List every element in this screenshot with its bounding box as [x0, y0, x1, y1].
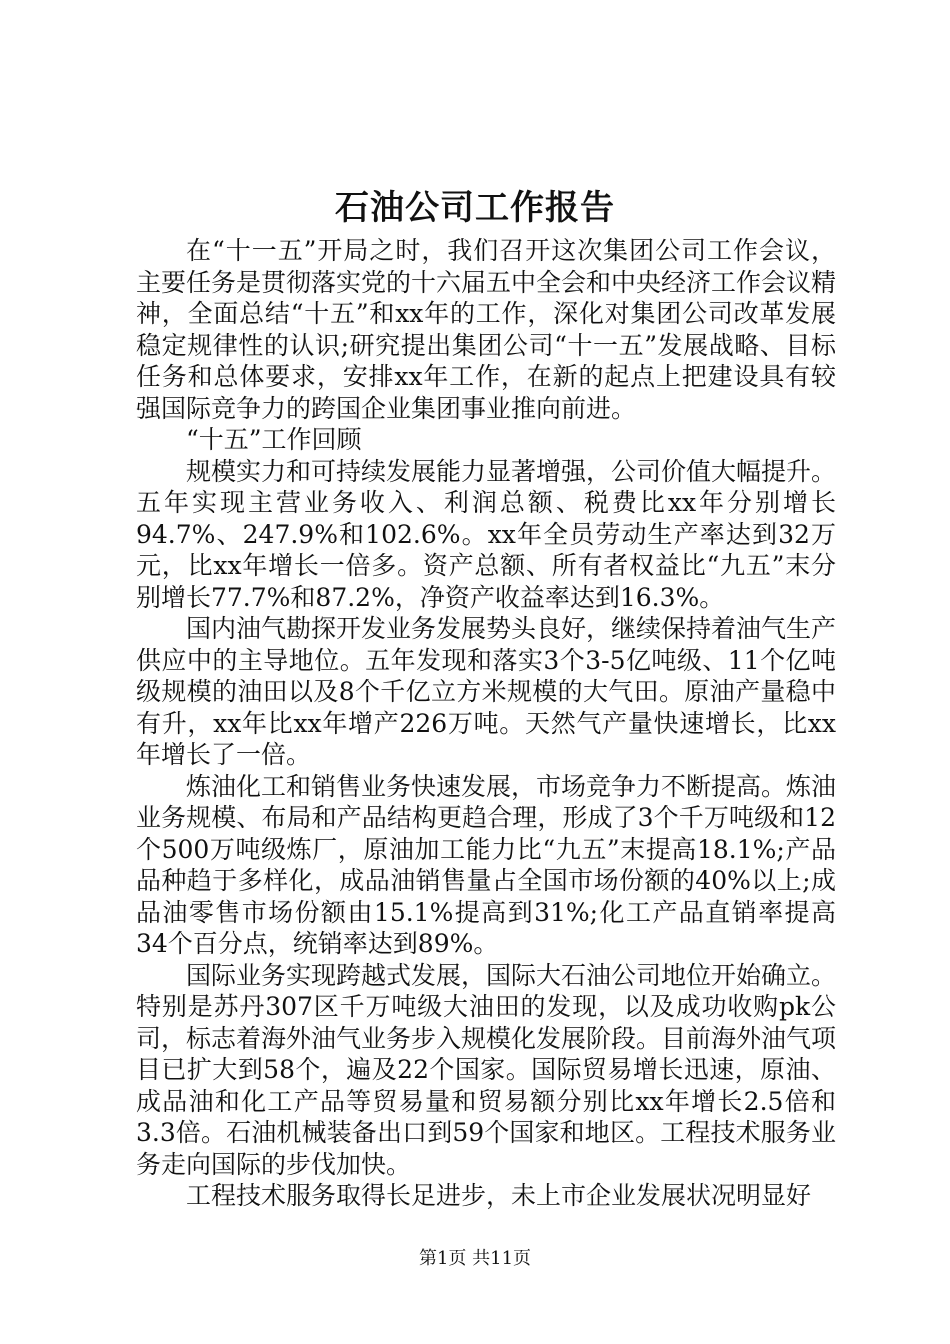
document-title: 石油公司工作报告 [335, 188, 615, 228]
paragraph-engineering: 工程技术服务取得长足进步，未上市企业发展状况明显好 [186, 1181, 812, 1210]
paragraph-intro: 在“十一五”开局之时，我们召开这次集团公司工作会议，主要任务是贯彻落实党的十六届五中全会和中央经济工作会议精神，全面总结“十五”和xx年的工作，深化对集团公司改革发展稳定规律性的认识;研究提出集团公司“十一五”发展战略、目标任务和总体要求，安排xx年工作，在新的起点上把建设具有较强国际竞争力的跨国企业集团事业推向前进。 [136, 236, 837, 423]
paragraph-domestic: 国内油气勘探开发业务发展势头良好，继续保持着油气生产供应中的主导地位。五年发现和落实3个3-5亿吨级、11个亿吨级规模的油田以及8个千亿立方米规模的大气田。原油产量稳中有升，xx年比xx年增产226万吨。天然气产量快速增长，比xx年增长了一倍。 [136, 614, 837, 769]
paragraph-international: 国际业务实现跨越式发展，国际大石油公司地位开始确立。特别是苏丹307区千万吨级大油田的发现，以及成功收购pk公司，标志着海外油气业务步入规模化发展阶段。目前海外油气项目已扩大到58个，遍及22个国家。国际贸易增长迅速，原油、成品油和化工产品等贸易量和贸易额分别比xx年增长2.5倍和3.3倍。石油机械装备出口到59个国家和地区。工程技术服务业务走向国际的步伐加快。 [136, 960, 837, 1179]
paragraph-scale: 规模实力和可持续发展能力显著增强，公司价值大幅提升。五年实现主营业务收入、利润总额、税费比xx年分别增长94.7%、247.9%和102.6%。xx年全员劳动生产率达到32万元，比xx年增长一倍多。资产总额、所有者权益比“九五”末分别增长77.7%和87.2%，净资产收益率达到16.3%。 [136, 456, 837, 612]
document-body [136, 235, 836, 1212]
section-heading: “十五”工作回顾 [186, 425, 362, 454]
paragraph-refining: 炼油化工和销售业务快速发展，市场竞争力不断提高。炼油业务规模、布局和产品结构更趋合理，形成了3个千万吨级和12个500万吨级炼厂，原油加工能力比“九五”末提高18.1%;产品品种趋于多样化，成品油销售量占全国市场份额的40%以上;成品油零售市场份额由15.1%提高到31%;化工产品直销率提高34个百分点，统销率达到89%。 [136, 771, 837, 958]
page-number-footer: 第1页 共11页 [418, 1248, 532, 1269]
